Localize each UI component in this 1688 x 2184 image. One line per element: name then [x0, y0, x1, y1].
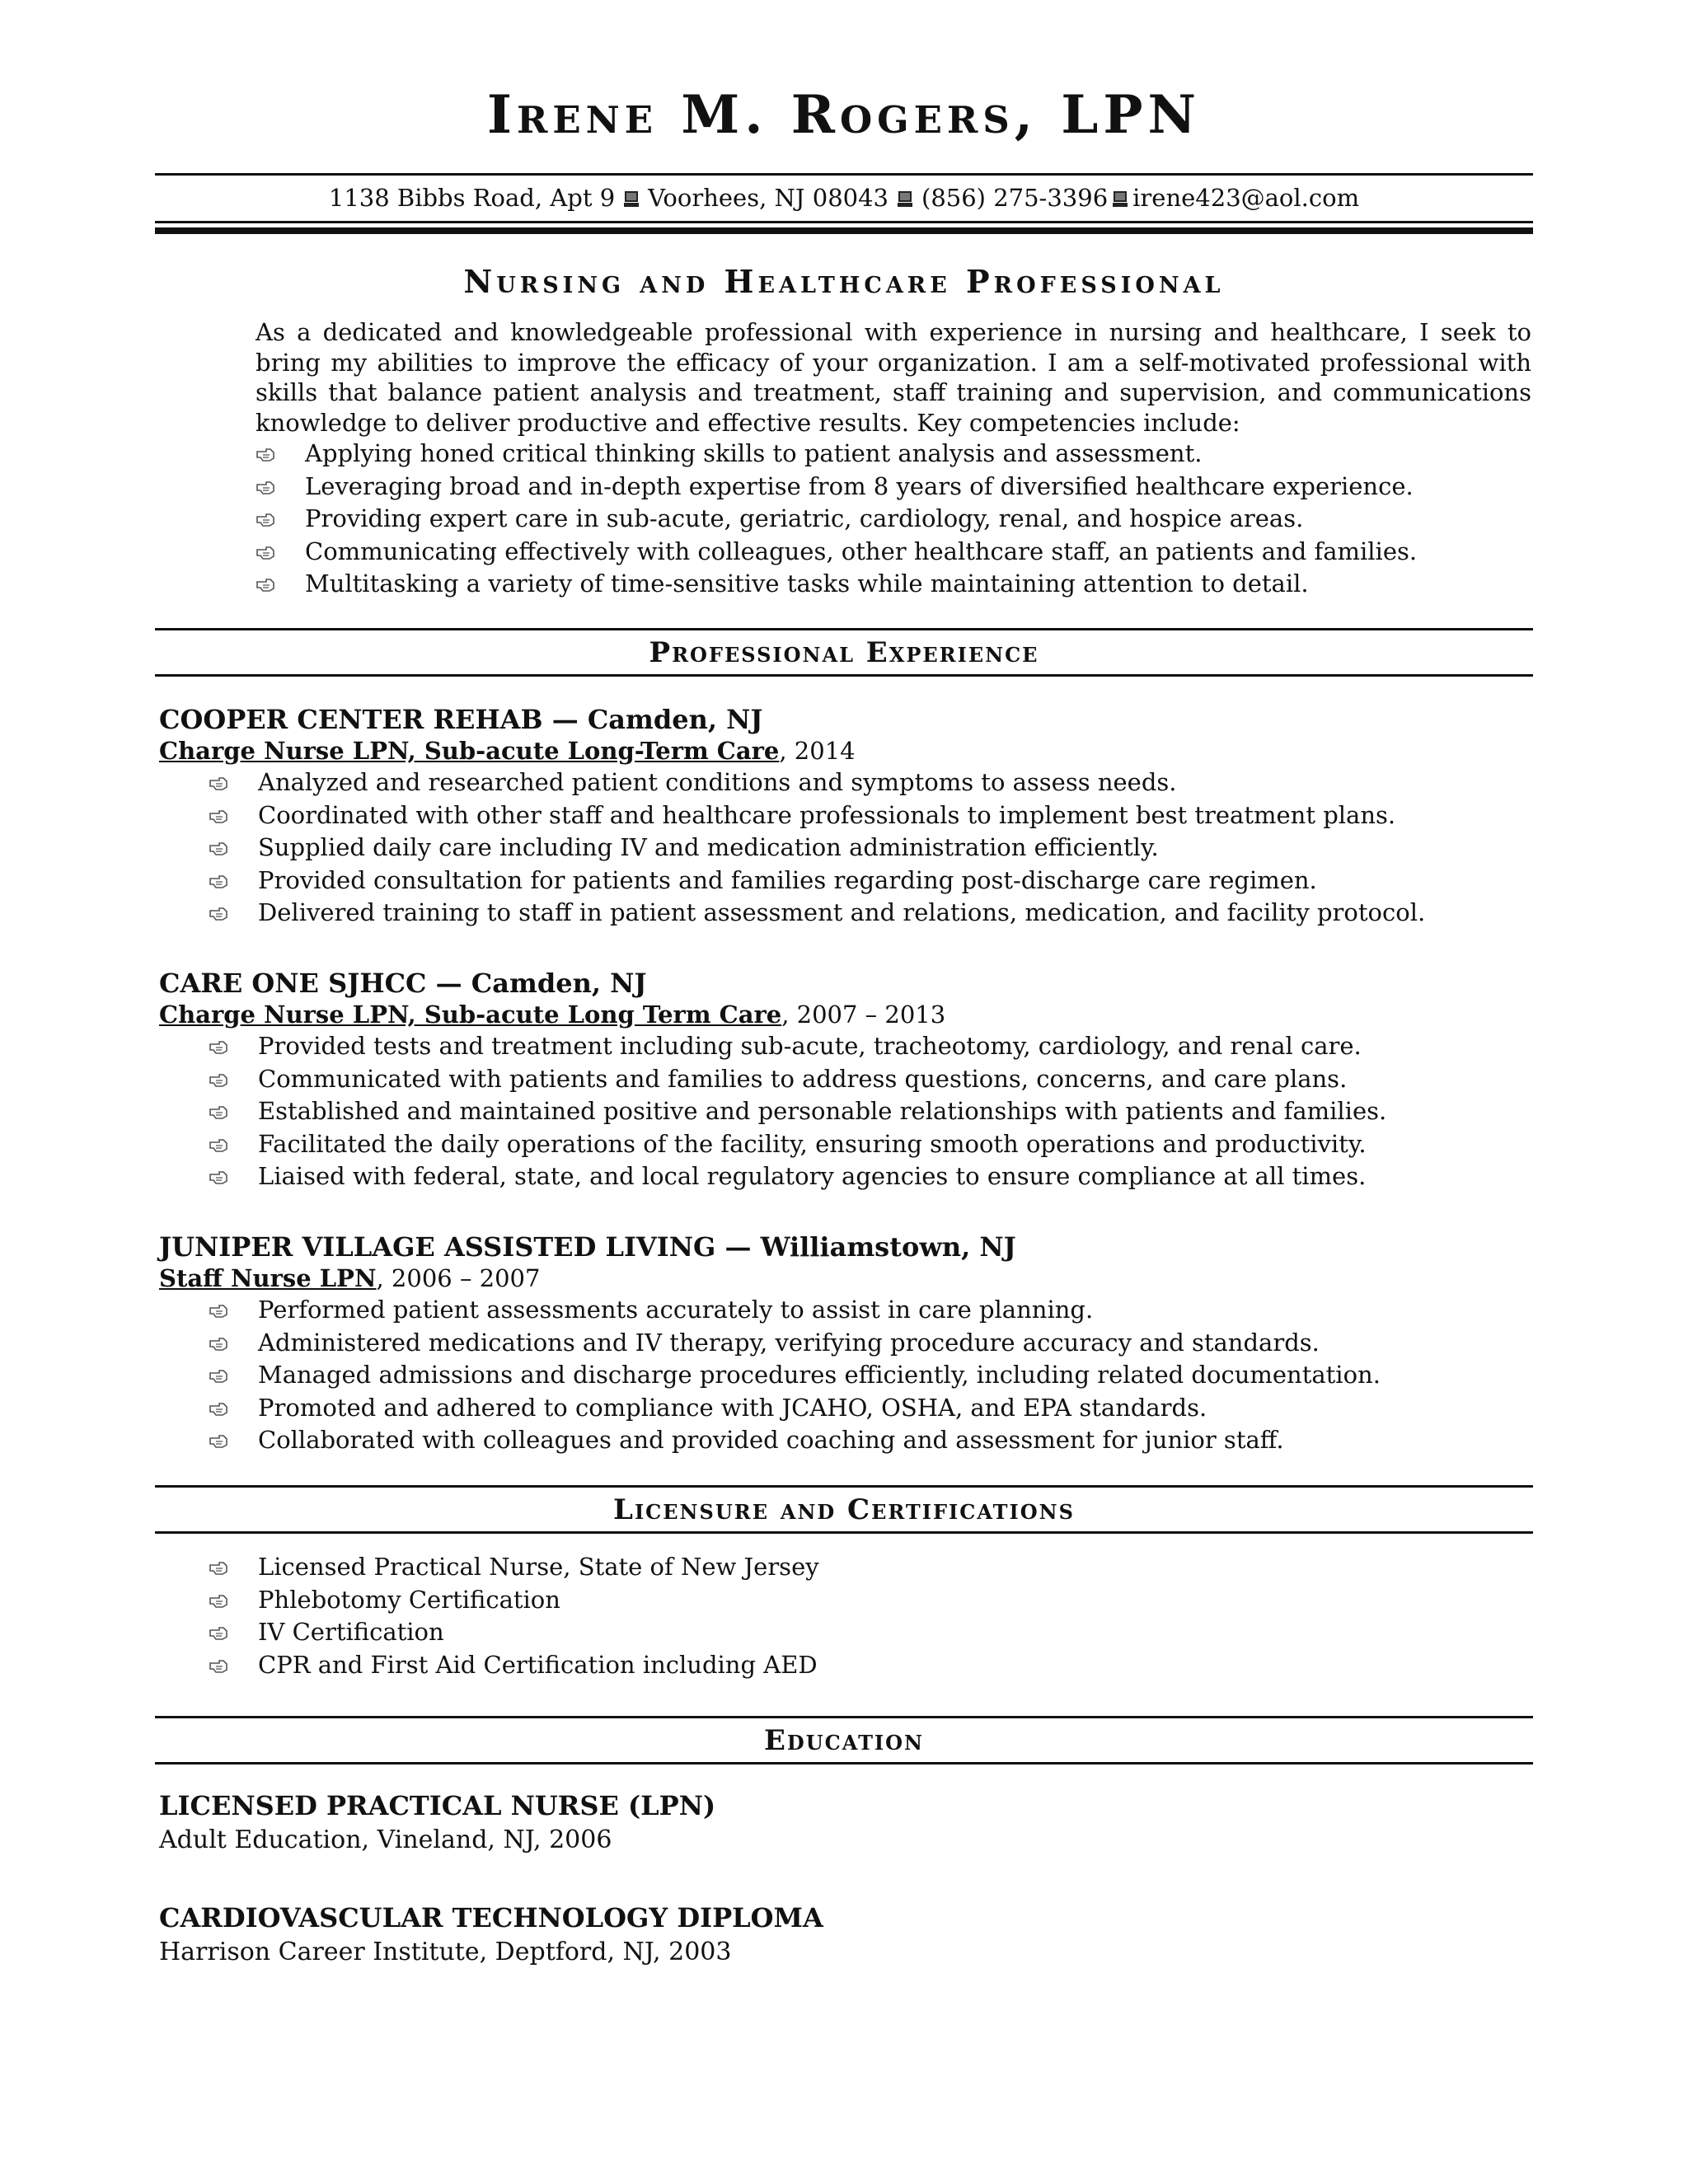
contact-address: 1138 Bibbs Road, Apt 9	[328, 184, 616, 212]
hand-bullet-icon	[209, 1301, 230, 1319]
experience-rule-top	[155, 628, 1533, 630]
job-entry	[159, 1231, 1527, 1457]
list-item: Supplied daily care including IV and medication administration efficiently.	[258, 832, 1527, 865]
hand-bullet-icon	[256, 445, 277, 463]
hand-bullet-icon	[256, 478, 277, 496]
list-item: Communicated with patients and families to address questions, concerns, and care plans.	[258, 1063, 1527, 1096]
list-item: Liaised with federal, state, and local regulatory agencies to ensure compliance at all times.	[258, 1160, 1527, 1193]
job-duties	[258, 1030, 1527, 1193]
job-role	[159, 735, 1527, 766]
list-item: Providing expert care in sub-acute, geriatric, cardiology, renal, and hospice areas.	[305, 503, 1531, 536]
computer-icon	[1108, 180, 1132, 216]
hand-bullet-icon	[209, 774, 230, 792]
hand-bullet-icon	[209, 1399, 230, 1418]
hand-bullet-icon	[209, 1591, 230, 1610]
hand-bullet-icon	[209, 1071, 230, 1089]
licensure-rule-top	[155, 1485, 1533, 1488]
hand-bullet-icon	[209, 1103, 230, 1121]
hand-bullet-icon	[256, 510, 277, 528]
header-rule-top	[155, 173, 1533, 176]
hand-bullet-icon	[256, 543, 277, 561]
list-item: Provided tests and treatment including sub-acute, tracheotomy, cardiology, and renal care.	[258, 1030, 1527, 1063]
contact-city: Voorhees, NJ 08043	[648, 184, 889, 212]
profile-summary	[256, 317, 1531, 601]
hand-bullet-icon	[256, 575, 277, 593]
job-title: Charge Nurse LPN, Sub-acute Long Term Care	[159, 1001, 782, 1029]
list-item: Established and maintained positive and personable relationships with patients and families.	[258, 1095, 1527, 1128]
contact-email: irene423@aol.com	[1132, 184, 1360, 212]
header-rule-bottom-thick	[155, 227, 1533, 234]
list-item: CPR and First Aid Certification including AED	[258, 1649, 819, 1682]
licensure-heading: Licensure and Certifications	[613, 1493, 1075, 1526]
list-item: Delivered training to staff in patient assessment and relations, medication, and facility protocol.	[258, 897, 1527, 930]
hand-bullet-icon	[209, 1038, 230, 1056]
hand-bullet-icon	[209, 1558, 230, 1577]
experience-heading: Professional Experience	[649, 636, 1039, 669]
list-item: Coordinated with other staff and healthcare professionals to implement best treatment plans.	[258, 799, 1527, 832]
summary-paragraph: As a dedicated and knowledgeable professional with experience in nursing and healthcare, I seek to bring my abilities to improve the efficacy of your organization. I am a self-motivated professional with skills that balance patient analysis and treatment, staff training and supervision, and communications knowledge to deliver productive and effective results. Key competencies include:	[256, 318, 1531, 437]
candidate-name: Irene M. Rogers, LPN	[487, 84, 1201, 146]
job-role	[159, 999, 1527, 1030]
hand-bullet-icon	[209, 1657, 230, 1675]
hand-bullet-icon	[209, 1168, 230, 1186]
education-rule-top	[155, 1716, 1533, 1718]
job-title: Charge Nurse LPN, Sub-acute Long-Term Care	[159, 737, 780, 765]
list-item: Managed admissions and discharge procedures efficiently, including related documentation.	[258, 1359, 1527, 1392]
hand-bullet-icon	[209, 1136, 230, 1154]
education-degree: CARDIOVASCULAR TECHNOLOGY DIPLOMA	[159, 1902, 823, 1933]
contact-phone: (856) 275-3396	[921, 184, 1109, 212]
licensure-rule-bottom	[155, 1531, 1533, 1534]
list-item: Provided consultation for patients and families regarding post-discharge care regimen.	[258, 865, 1527, 898]
hand-bullet-icon	[209, 1334, 230, 1352]
contact-line	[155, 180, 1533, 216]
job-employer: COOPER CENTER REHAB — Camden, NJ	[159, 704, 763, 735]
header-rule-bottom-thin	[155, 221, 1533, 223]
experience-rule-bottom	[155, 674, 1533, 677]
job-duties	[258, 1294, 1527, 1457]
list-item: Multitasking a variety of time-sensitive tasks while maintaining attention to detail.	[305, 568, 1531, 601]
list-item: IV Certification	[258, 1616, 819, 1649]
hand-bullet-icon	[209, 807, 230, 825]
hand-bullet-icon	[209, 1624, 230, 1642]
job-employer: CARE ONE SJHCC — Camden, NJ	[159, 968, 647, 999]
list-item: Promoted and adhered to compliance with JCAHO, OSHA, and EPA standards.	[258, 1392, 1527, 1425]
list-item: Applying honed critical thinking skills to patient analysis and assessment.	[305, 438, 1531, 471]
list-item: Leveraging broad and in-depth expertise from 8 years of diversified healthcare experience.	[305, 471, 1531, 504]
education-degree: LICENSED PRACTICAL NURSE (LPN)	[159, 1790, 716, 1821]
hand-bullet-icon	[209, 839, 230, 857]
job-title: Staff Nurse LPN	[159, 1264, 377, 1292]
list-item: Administered medications and IV therapy, verifying procedure accuracy and standards.	[258, 1327, 1527, 1360]
competency-list	[305, 438, 1531, 601]
list-item: Communicating effectively with colleagues, other healthcare staff, an patients and families.	[305, 536, 1531, 569]
education-heading: Education	[764, 1724, 924, 1757]
licensure-list	[258, 1551, 819, 1681]
list-item: Licensed Practical Nurse, State of New Jersey	[258, 1551, 819, 1584]
education-school: Adult Education, Vineland, NJ, 2006	[159, 1825, 612, 1854]
hand-bullet-icon	[209, 904, 230, 922]
education-school: Harrison Career Institute, Deptford, NJ, 2003	[159, 1938, 732, 1966]
hand-bullet-icon	[209, 1432, 230, 1450]
list-item: Phlebotomy Certification	[258, 1584, 819, 1617]
hand-bullet-icon	[209, 1366, 230, 1385]
profile-title: Nursing and Healthcare Professional	[463, 263, 1225, 300]
job-dates: , 2007 – 2013	[781, 1001, 946, 1029]
hand-bullet-icon	[209, 872, 230, 890]
education-entry	[159, 1900, 1527, 1970]
job-dates: , 2006 – 2007	[376, 1264, 541, 1292]
list-item: Collaborated with colleagues and provided coaching and assessment for junior staff.	[258, 1424, 1527, 1457]
education-entry	[159, 1788, 1527, 1858]
job-dates: , 2014	[779, 737, 856, 765]
list-item: Facilitated the daily operations of the facility, ensuring smooth operations and productivity.	[258, 1128, 1527, 1161]
job-entry	[159, 704, 1527, 930]
list-item: Performed patient assessments accurately to assist in care planning.	[258, 1294, 1527, 1327]
job-employer: JUNIPER VILLAGE ASSISTED LIVING — Williamstown, NJ	[159, 1231, 1016, 1263]
computer-icon	[889, 180, 921, 216]
computer-icon	[615, 180, 648, 216]
education-rule-bottom	[155, 1762, 1533, 1765]
job-duties	[258, 766, 1527, 930]
job-entry	[159, 968, 1527, 1193]
list-item: Analyzed and researched patient conditions and symptoms to assess needs.	[258, 766, 1527, 799]
job-role	[159, 1263, 1527, 1294]
